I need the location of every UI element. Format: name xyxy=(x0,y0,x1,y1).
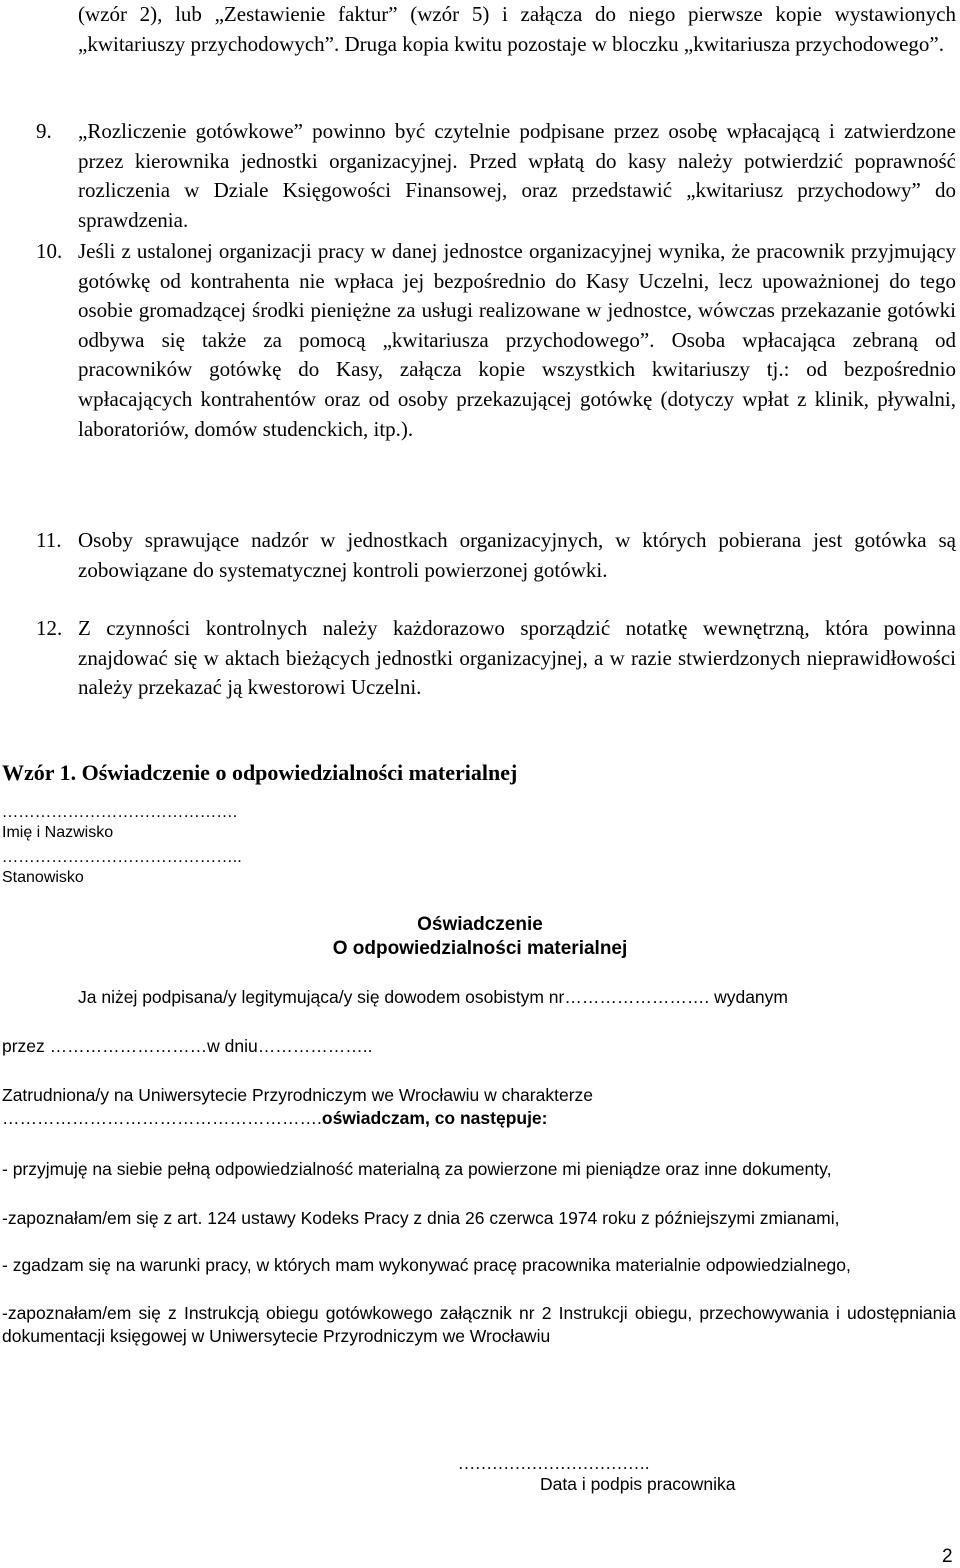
intro-paragraph: (wzór 2), lub „Zestawienie faktur” (wzór 5) i załącza do niego pierwsze kopie wystawionych „kwitariuszy przychodowych”. Druga kopia kwitu pozostaje w bloczku „kwitariusza przychodowego”. xyxy=(78,2,956,56)
declaration-item: -zapoznałam/em się z Instrukcją obiegu gotówkowego załącznik nr 2 Instrukcji obiegu, przechowywania i udostępniania dokumentacji księgowej w Uniwersytecie Przyrodniczym we Wrocławiu xyxy=(2,1303,956,1346)
name-dots: ……………………………………. xyxy=(2,804,238,821)
point-number: 11. xyxy=(36,528,62,552)
position-dots: …………………………………….. xyxy=(2,849,242,866)
page-number: 2 xyxy=(942,1546,953,1567)
form-heading: Wzór 1. Oświadczenie o odpowiedzialności materialnej xyxy=(2,760,518,785)
declare-statement: oświadczam, co następuje: xyxy=(321,1108,548,1128)
point-text: Jeśli z ustalonej organizacji pracy w danej jednostce organizacyjnej wynika, że pracownik przyjmujący gotówkę od kontrahenta nie wpłaca jej bezpośrednio do Kasy Uczelni, lecz upoważnionej do tego osobie gromadzącej środki pieniężne za usługi realizowane w jednostce, wówczas przekazanie gotówki odbywa się także za pomocą „kwitariusza przychodowego”. Osoba wpłacająca zebraną od pracowników gotówkę do Kasy, załącza kopie wszystkich kwitariuszy tj.: od bezpośrednio wpłacających kontrahentów oraz od osoby przekazującej gotówkę (dotyczy wpłat z klinik, pływalni, laboratoriów, domów studenckich, itp.). xyxy=(78,239,956,441)
declare-dots: ………………………………………………. xyxy=(2,1108,322,1128)
point-text: Osoby sprawujące nadzór w jednostkach organizacyjnych, w których pobierana jest gotówka są zobowiązane do systematycznej kontroli powierzonej gotówki. xyxy=(78,528,956,582)
point-number: 12. xyxy=(36,616,63,640)
point-9 xyxy=(36,117,956,235)
point-11 xyxy=(36,526,956,585)
declare-line xyxy=(2,1108,548,1129)
point-number: 9. xyxy=(36,119,52,143)
name-label: Imię i Nazwisko xyxy=(2,824,114,841)
id-line: Ja niżej podpisana/y legitymująca/y się dowodem osobistym nr……………………. wydanym xyxy=(78,987,788,1007)
declaration-subtitle: O odpowiedzialności materialnej xyxy=(332,938,628,959)
point-number: 10. xyxy=(36,239,63,263)
point-10 xyxy=(36,237,956,444)
issued-line: przez ………………………w dniu……………….. xyxy=(2,1036,373,1056)
declaration-item: -zapoznałam/em się z art. 124 ustawy Kodeks Pracy z dnia 26 czerwca 1974 roku z późniejszymi zmianami, xyxy=(2,1208,840,1228)
declaration-item: - przyjmuję na siebie pełną odpowiedzialność materialną za powierzone mi pieniądze oraz inne dokumenty, xyxy=(2,1159,832,1179)
signature-dots: ……………………………. xyxy=(458,1454,650,1473)
declaration-title: Oświadczenie xyxy=(417,914,543,935)
position-label: Stanowisko xyxy=(2,869,84,886)
employment-line: Zatrudniona/y na Uniwersytecie Przyrodniczym we Wrocławiu w charakterze xyxy=(2,1085,594,1105)
point-text: Z czynności kontrolnych należy każdorazowo sporządzić notatkę wewnętrzną, która powinna znajdować się w aktach bieżących jednostki organizacyjnej, a w razie stwierdzonych nieprawidłowości należy przekazać ją kwestorowi Uczelni. xyxy=(78,616,956,700)
point-text: „Rozliczenie gotówkowe” powinno być czytelnie podpisane przez osobę wpłacającą i zatwierdzone przez kierownika jednostki organizacyjnej. Przed wpłatą do kasy należy potwierdzić poprawność rozliczenia w Dziale Księgowości Finansowej, oraz przedstawić „kwitariusz przychodowy” do sprawdzenia. xyxy=(78,119,956,232)
point-12 xyxy=(36,614,956,703)
declaration-item: - zgadzam się na warunki pracy, w których mam wykonywać pracę pracownika materialnie odpowiedzialnego, xyxy=(2,1255,851,1275)
signature-label: Data i podpis pracownika xyxy=(540,1474,736,1494)
